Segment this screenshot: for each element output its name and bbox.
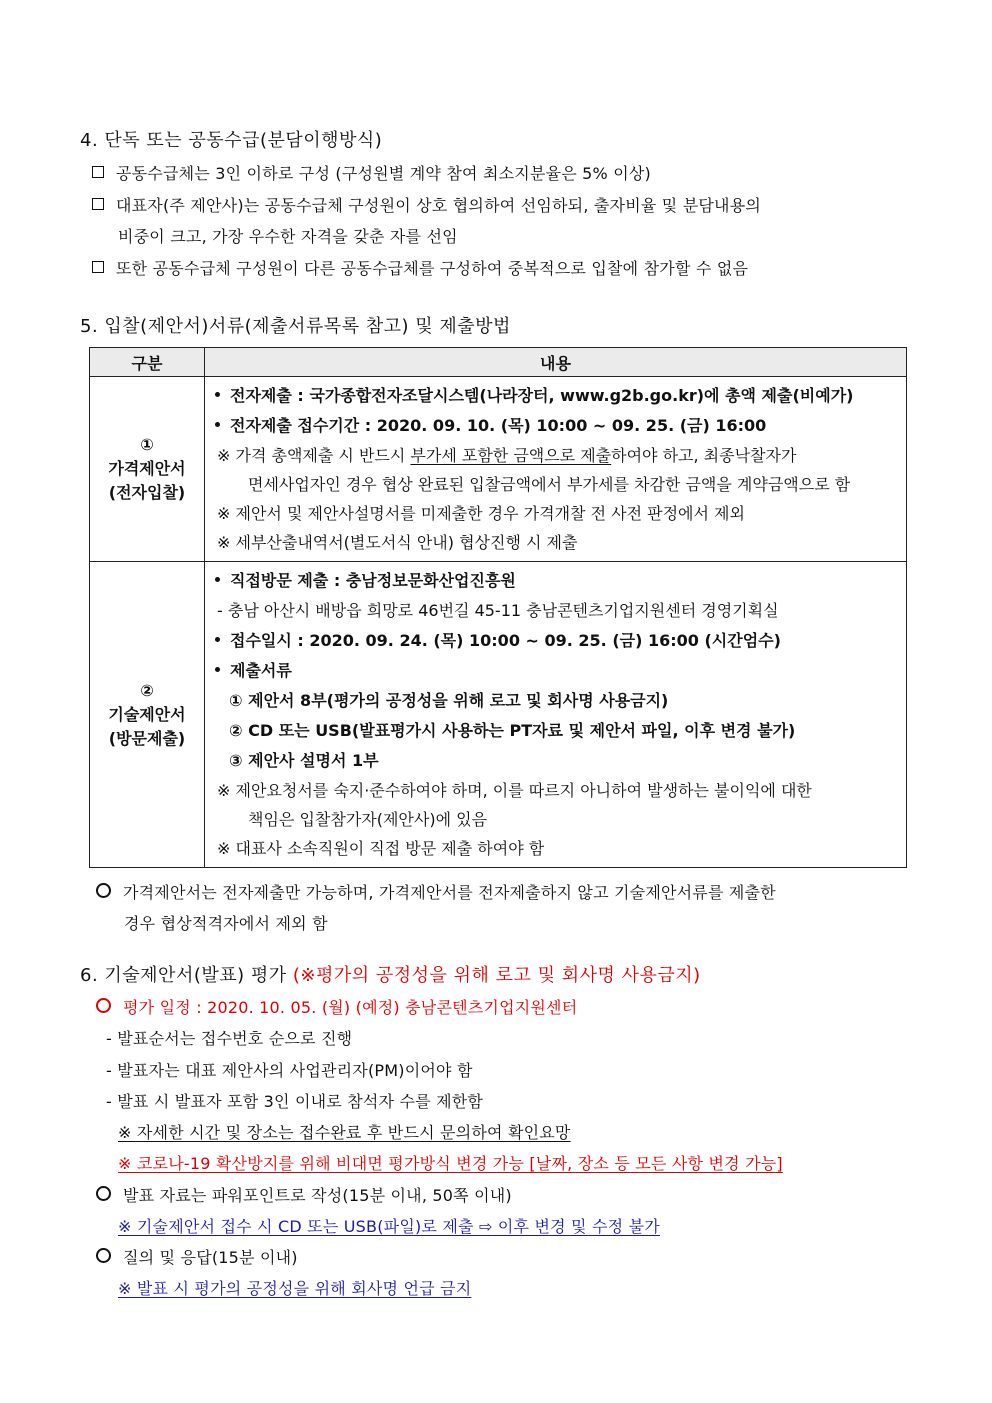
section-5-after-note (96, 880, 776, 903)
row-1-line (215, 381, 898, 411)
row-1-note: ※ 세부산출내역서(별도서식 안내) 협상진행 시 제출 (217, 533, 578, 552)
row-1-note: ※ 제안서 및 제안사설명서를 미제출한 경우 가격개찰 전 사전 판정에서 제외 (217, 504, 745, 523)
qa-item-text: 질의 및 응답(15분 이내) (123, 1248, 298, 1267)
evaluation-schedule-text: 평가 일정 : 2020. 10. 05. (월) (예정) 충남콘텐츠기업지원센터 (123, 998, 578, 1017)
submission-notice-text: 이후 변경 및 수정 불가 (492, 1217, 660, 1236)
bullet-dot-icon (215, 577, 220, 582)
company-name-notice: ※ 발표 시 평가의 공정성을 위해 회사명 언급 금지 (118, 1279, 472, 1298)
section-5-title: 5. 입찰(제안서)서류(제출서류목록 참고) 및 제출방법 (80, 316, 511, 337)
submission-notice (118, 1214, 660, 1237)
presentation-notice: ※ 자세한 시간 및 장소는 접수완료 후 반드시 문의하여 확인요망 (118, 1123, 571, 1142)
table-row (90, 377, 907, 562)
presentation-detail: - 발표 시 발표자 포함 3인 이내로 참석자 수를 제한함 (106, 1092, 484, 1111)
row-2-label (90, 562, 205, 868)
evaluation-schedule (96, 995, 577, 1018)
table-header-row (90, 348, 907, 377)
row-1-note-text: ※ 가격 총액제출 시 반드시 (217, 446, 411, 465)
table-header-content: 내용 (205, 348, 907, 377)
section-5-after-cont: 경우 협상적격자에서 제외 함 (124, 914, 328, 933)
row-2-label-main: 기술제안서 (108, 704, 186, 724)
row-2-doc-item: ③ 제안사 설명서 1부 (229, 751, 379, 770)
section-4-item-2 (92, 193, 761, 216)
bullet-dot-icon (215, 667, 220, 672)
row-2-note: ※ 대표사 소속직원이 직접 방문 제출 하여야 함 (217, 839, 545, 858)
presentation-material (96, 1183, 512, 1206)
section-4-item-2-text: 대표자(주 제안사)는 공동수급체 구성원이 상호 협의하여 선임하되, 출자비율 및 분담내용의 (116, 196, 762, 215)
section-4-item-1-text: 공동수급체는 3인 이하로 구성 (구성원별 계약 참여 최소지분율은 5% 이상) (116, 164, 651, 183)
section-4-item-2-cont: 비중이 크고, 가장 우수한 자격을 갖춘 자를 선임 (118, 227, 458, 246)
bullet-dot-icon (215, 422, 220, 427)
row-1-note (215, 441, 898, 470)
submission-table (89, 347, 907, 868)
presentation-material-text: 발표 자료는 파워포인트로 작성(15분 이내, 50쪽 이내) (123, 1186, 512, 1205)
section-6-title-text: 6. 기술제안서(발표) 평가 (80, 965, 287, 986)
section-6-title (80, 961, 701, 987)
circle-bullet-icon (96, 998, 111, 1013)
section-5-after-text: 가격제안서는 전자제출만 가능하며, 가격제안서를 전자제출하지 않고 기술제안서류를 제출한 (123, 883, 776, 902)
row-2-number: ② (140, 680, 154, 700)
row-2-label-sub: (방문제출) (108, 728, 186, 748)
row-1-note-text: 하여야 하고, 최종낙찰자가 (611, 446, 797, 465)
presentation-detail: - 발표자는 대표 제안사의 사업관리자(PM)이어야 함 (106, 1061, 473, 1080)
row-2-line-text: 직접방문 제출 : 충남정보문화산업진흥원 (230, 571, 516, 590)
table-header-category: 구분 (90, 348, 205, 377)
row-1-number: ① (140, 435, 154, 454)
table-row (90, 562, 907, 868)
row-1-line-text: 전자제출 : 국가종합전자조달시스템(나라장터, www.g2b.go.kr)에 총액 제출(비예가) (230, 386, 854, 405)
section-6-title-note: (※평가의 공정성을 위해 로고 및 회사명 사용금지) (286, 965, 701, 986)
section-4-title: 4. 단독 또는 공동수급(분담이행방식) (80, 130, 383, 151)
circle-bullet-icon (96, 1186, 111, 1201)
row-1-label (90, 377, 205, 562)
row-2-doc-item: ① 제안서 8부(평가의 공정성을 위해 로고 및 회사명 사용금지) (229, 691, 669, 710)
square-bullet-icon (92, 166, 104, 178)
submission-notice-text: ※ 기술제안서 접수 시 CD 또는 USB(파일)로 제출 (118, 1217, 479, 1236)
row-1-label-main: 가격제안서 (108, 459, 186, 478)
presentation-detail: - 발표순서는 접수번호 순으로 진행 (106, 1029, 353, 1048)
section-4-item-3 (92, 256, 748, 279)
row-2-line-text: 접수일시 : 2020. 09. 24. (목) 10:00 ~ 09. 25. (금) 16:00 (시간엄수) (230, 631, 781, 650)
row-2-note: ※ 제안요청서를 숙지·준수하여야 하며, 이를 따르지 아니하여 발생하는 불이익에 대한 (217, 781, 812, 800)
row-2-line-text: 제출서류 (230, 661, 292, 680)
row-2-note-cont: 책임은 입찰참가자(제안사)에 있음 (248, 810, 488, 829)
circle-bullet-icon (96, 883, 111, 898)
row-2-line (215, 566, 898, 596)
circle-bullet-icon (96, 1248, 111, 1263)
row-2-line (215, 626, 898, 656)
section-4-item-1 (92, 161, 651, 184)
row-2-content (205, 562, 907, 868)
row-1-line-text: 전자제출 접수기간 : 2020. 09. 10. (목) 10:00 ~ 09. 25. (금) 16:00 (230, 416, 767, 435)
square-bullet-icon (92, 198, 104, 210)
row-2-doc-item: ② CD 또는 USB(발표평가시 사용하는 PT자료 및 제안서 파일, 이후 변경 불가) (229, 721, 796, 740)
row-2-line (215, 656, 898, 686)
row-1-note-cont: 면세사업자인 경우 협상 완료된 입찰금액에서 부가세를 차감한 금액을 계약금액으로 함 (248, 475, 851, 494)
bullet-dot-icon (215, 392, 220, 397)
row-1-line (215, 411, 898, 441)
covid-notice: ※ 코로나-19 확산방지를 위해 비대면 평가방식 변경 가능 [날짜, 장소 등 모든 사항 변경 가능] (118, 1154, 783, 1173)
row-2-address: - 충남 아산시 배방읍 희망로 46번길 45-11 충남콘텐츠기업지원센터 경영기획실 (217, 601, 779, 620)
row-1-note-underlined: 부가세 포함한 금액으로 제출 (410, 446, 612, 465)
qa-item (96, 1245, 298, 1268)
right-arrow-icon: ⇨ (478, 1217, 493, 1236)
row-1-content (205, 377, 907, 562)
row-1-label-sub: (전자입찰) (108, 483, 186, 502)
bullet-dot-icon (215, 637, 220, 642)
section-4-item-3-text: 또한 공동수급체 구성원이 다른 공동수급체를 구성하여 중복적으로 입찰에 참가할 수 없음 (116, 259, 749, 278)
square-bullet-icon (92, 261, 104, 273)
